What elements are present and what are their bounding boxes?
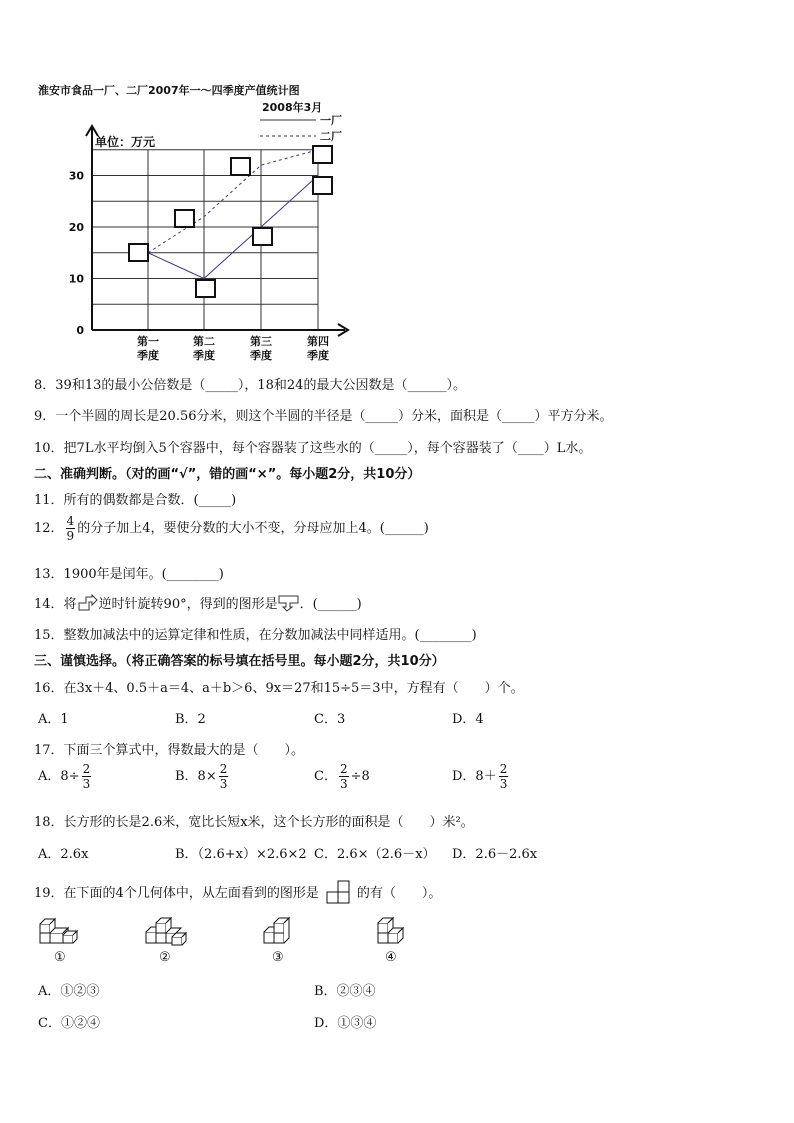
fraction-denominator: 3 xyxy=(499,777,508,791)
original-shape-icon xyxy=(77,594,99,612)
q16-option-a: A．1 xyxy=(38,712,69,727)
question-14 xyxy=(34,593,362,612)
x-tick-label: 第一 xyxy=(137,335,159,348)
option-prefix: B．8× xyxy=(175,769,217,784)
legend-label: 一厂 xyxy=(320,114,342,127)
question-8: 8．39和13的最小公倍数是（_____），18和24的最大公因数是（______）。 xyxy=(34,378,466,393)
question-14-part-b: 逆时针旋转90°，得到的图形是 xyxy=(98,597,278,612)
y-tick-label: 10 xyxy=(68,272,84,286)
fraction xyxy=(339,763,349,790)
x-tick-label-line2: 季度 xyxy=(250,349,272,362)
solid-label-4: ④ xyxy=(385,950,397,965)
y-tick-label: 0 xyxy=(76,324,84,337)
q18-option-d: D．2.6－2.6x xyxy=(452,847,538,862)
question-19-part-a: 19．在下面的4个几何体中，从左面看到的图形是 xyxy=(34,886,319,901)
fraction xyxy=(219,763,229,790)
option-prefix: C． xyxy=(314,769,337,784)
q17-option-b xyxy=(175,763,230,790)
question-9: 9．一个半圆的周长是20.56分米，则这个半圆的半径是（_____）分米，面积是（_____）平方分米。 xyxy=(34,409,613,424)
q17-option-a xyxy=(38,763,93,790)
fraction-numerator: 2 xyxy=(219,762,228,776)
fraction-denominator: 3 xyxy=(339,777,348,791)
left-view-shape-icon xyxy=(323,879,353,905)
q16-option-b: B．2 xyxy=(175,712,206,727)
fraction-denominator: 3 xyxy=(82,777,91,791)
fraction-numerator: 2 xyxy=(499,762,508,776)
question-19 xyxy=(34,879,441,905)
value-answer-box xyxy=(253,228,272,245)
question-10: 10．把7L水平均倒入5个容器中，每个容器装了这些水的（_____），每个容器装了（____）L水。 xyxy=(34,441,592,456)
solid-figure-3 xyxy=(258,912,304,946)
solid-figure-1 xyxy=(36,912,86,946)
x-tick-label: 第三 xyxy=(250,335,272,348)
q16-option-c: C．3 xyxy=(314,712,346,727)
fraction xyxy=(499,763,509,790)
y-tick-label: 30 xyxy=(68,169,84,183)
q18-option-b: B．（2.6+x）×2.6×2 xyxy=(175,847,307,862)
solid-figure-2 xyxy=(142,912,194,946)
option-prefix: D．8＋ xyxy=(452,769,497,784)
question-14-part-c: ．(______) xyxy=(299,597,362,612)
q19-option-a: A．①②③ xyxy=(38,984,100,999)
question-11: 11．所有的偶数都是合数．(_____) xyxy=(34,493,237,508)
legend-label: 二厂 xyxy=(320,130,342,143)
question-12 xyxy=(34,515,429,542)
value-answer-box xyxy=(129,244,148,261)
fraction-numerator: 2 xyxy=(339,762,348,776)
option-suffix: ÷8 xyxy=(350,769,370,784)
y-tick-label: 20 xyxy=(68,221,84,234)
solid-label-3: ③ xyxy=(272,950,284,965)
value-answer-box xyxy=(175,210,194,227)
question-15: 15．整数加减法中的运算定律和性质，在分数加减法中同样适用。(________) xyxy=(34,628,477,643)
fraction-denominator: 9 xyxy=(66,529,75,543)
q18-option-a: A．2.6x xyxy=(38,847,89,862)
fraction-numerator: 2 xyxy=(82,762,91,776)
unit-label: 单位：万元 xyxy=(95,135,156,149)
fraction-denominator: 3 xyxy=(219,777,228,791)
solid-figure-4 xyxy=(374,912,418,946)
q17-option-d xyxy=(452,763,510,790)
q19-option-c: C．①②④ xyxy=(38,1016,100,1031)
production-line-chart xyxy=(0,0,794,380)
value-answer-box xyxy=(313,177,332,194)
fraction-numerator: 4 xyxy=(66,514,75,528)
question-12-prefix: 12． xyxy=(34,521,64,536)
question-18: 18．长方形的长是2.6米，宽比长短x米，这个长方形的面积是（ ）米²。 xyxy=(34,815,474,830)
x-tick-label-line2: 季度 xyxy=(193,349,215,362)
q18-option-c: C．2.6×（2.6－x） xyxy=(314,847,436,862)
question-14-part-a: 14．将 xyxy=(34,597,77,612)
x-tick-label-line2: 季度 xyxy=(137,349,159,362)
solid-label-2: ② xyxy=(159,950,171,965)
question-17: 17．下面三个算式中，得数最大的是（ ）。 xyxy=(34,743,305,758)
solid-label-1: ① xyxy=(54,950,66,965)
chart-title: 淮安市食品一厂、二厂2007年一～四季度产值统计图 xyxy=(38,84,300,97)
x-tick-label: 第二 xyxy=(193,335,215,348)
option-prefix: A．8÷ xyxy=(38,769,80,784)
fraction xyxy=(82,763,92,790)
x-tick-label-line2: 季度 xyxy=(307,349,329,362)
rotated-shape-icon xyxy=(278,594,300,612)
question-12-text: 的分子加上4，要使分数的大小不变，分母应加上4。(______) xyxy=(77,521,429,536)
q19-option-d: D．①③④ xyxy=(314,1016,377,1031)
question-19-part-b: 的有（ ）。 xyxy=(356,886,442,901)
q17-option-c xyxy=(314,763,370,790)
section-2-heading: 二、准确判断。（对的画“√”，错的画“×”。每小题2分，共10分） xyxy=(34,467,421,482)
question-13: 13．1900年是闰年。(________) xyxy=(34,567,224,582)
chart-subtitle: 2008年3月 xyxy=(262,101,323,114)
q19-option-b: B．②③④ xyxy=(314,984,376,999)
q16-option-d: D．4 xyxy=(452,712,484,727)
value-answer-box xyxy=(313,146,332,163)
x-tick-label: 第四 xyxy=(307,335,329,348)
question-16: 16．在3x＋4、0.5＋a＝4、a＋b＞6、9x＝27和15÷5＝3中，方程有（ ）个。 xyxy=(34,681,524,696)
fraction-4-9 xyxy=(66,515,76,542)
value-answer-box xyxy=(231,158,250,175)
value-answer-box xyxy=(196,280,215,297)
section-3-heading: 三、谨慎选择。（将正确答案的标号填在括号里。每小题2分，共10分） xyxy=(34,654,445,669)
